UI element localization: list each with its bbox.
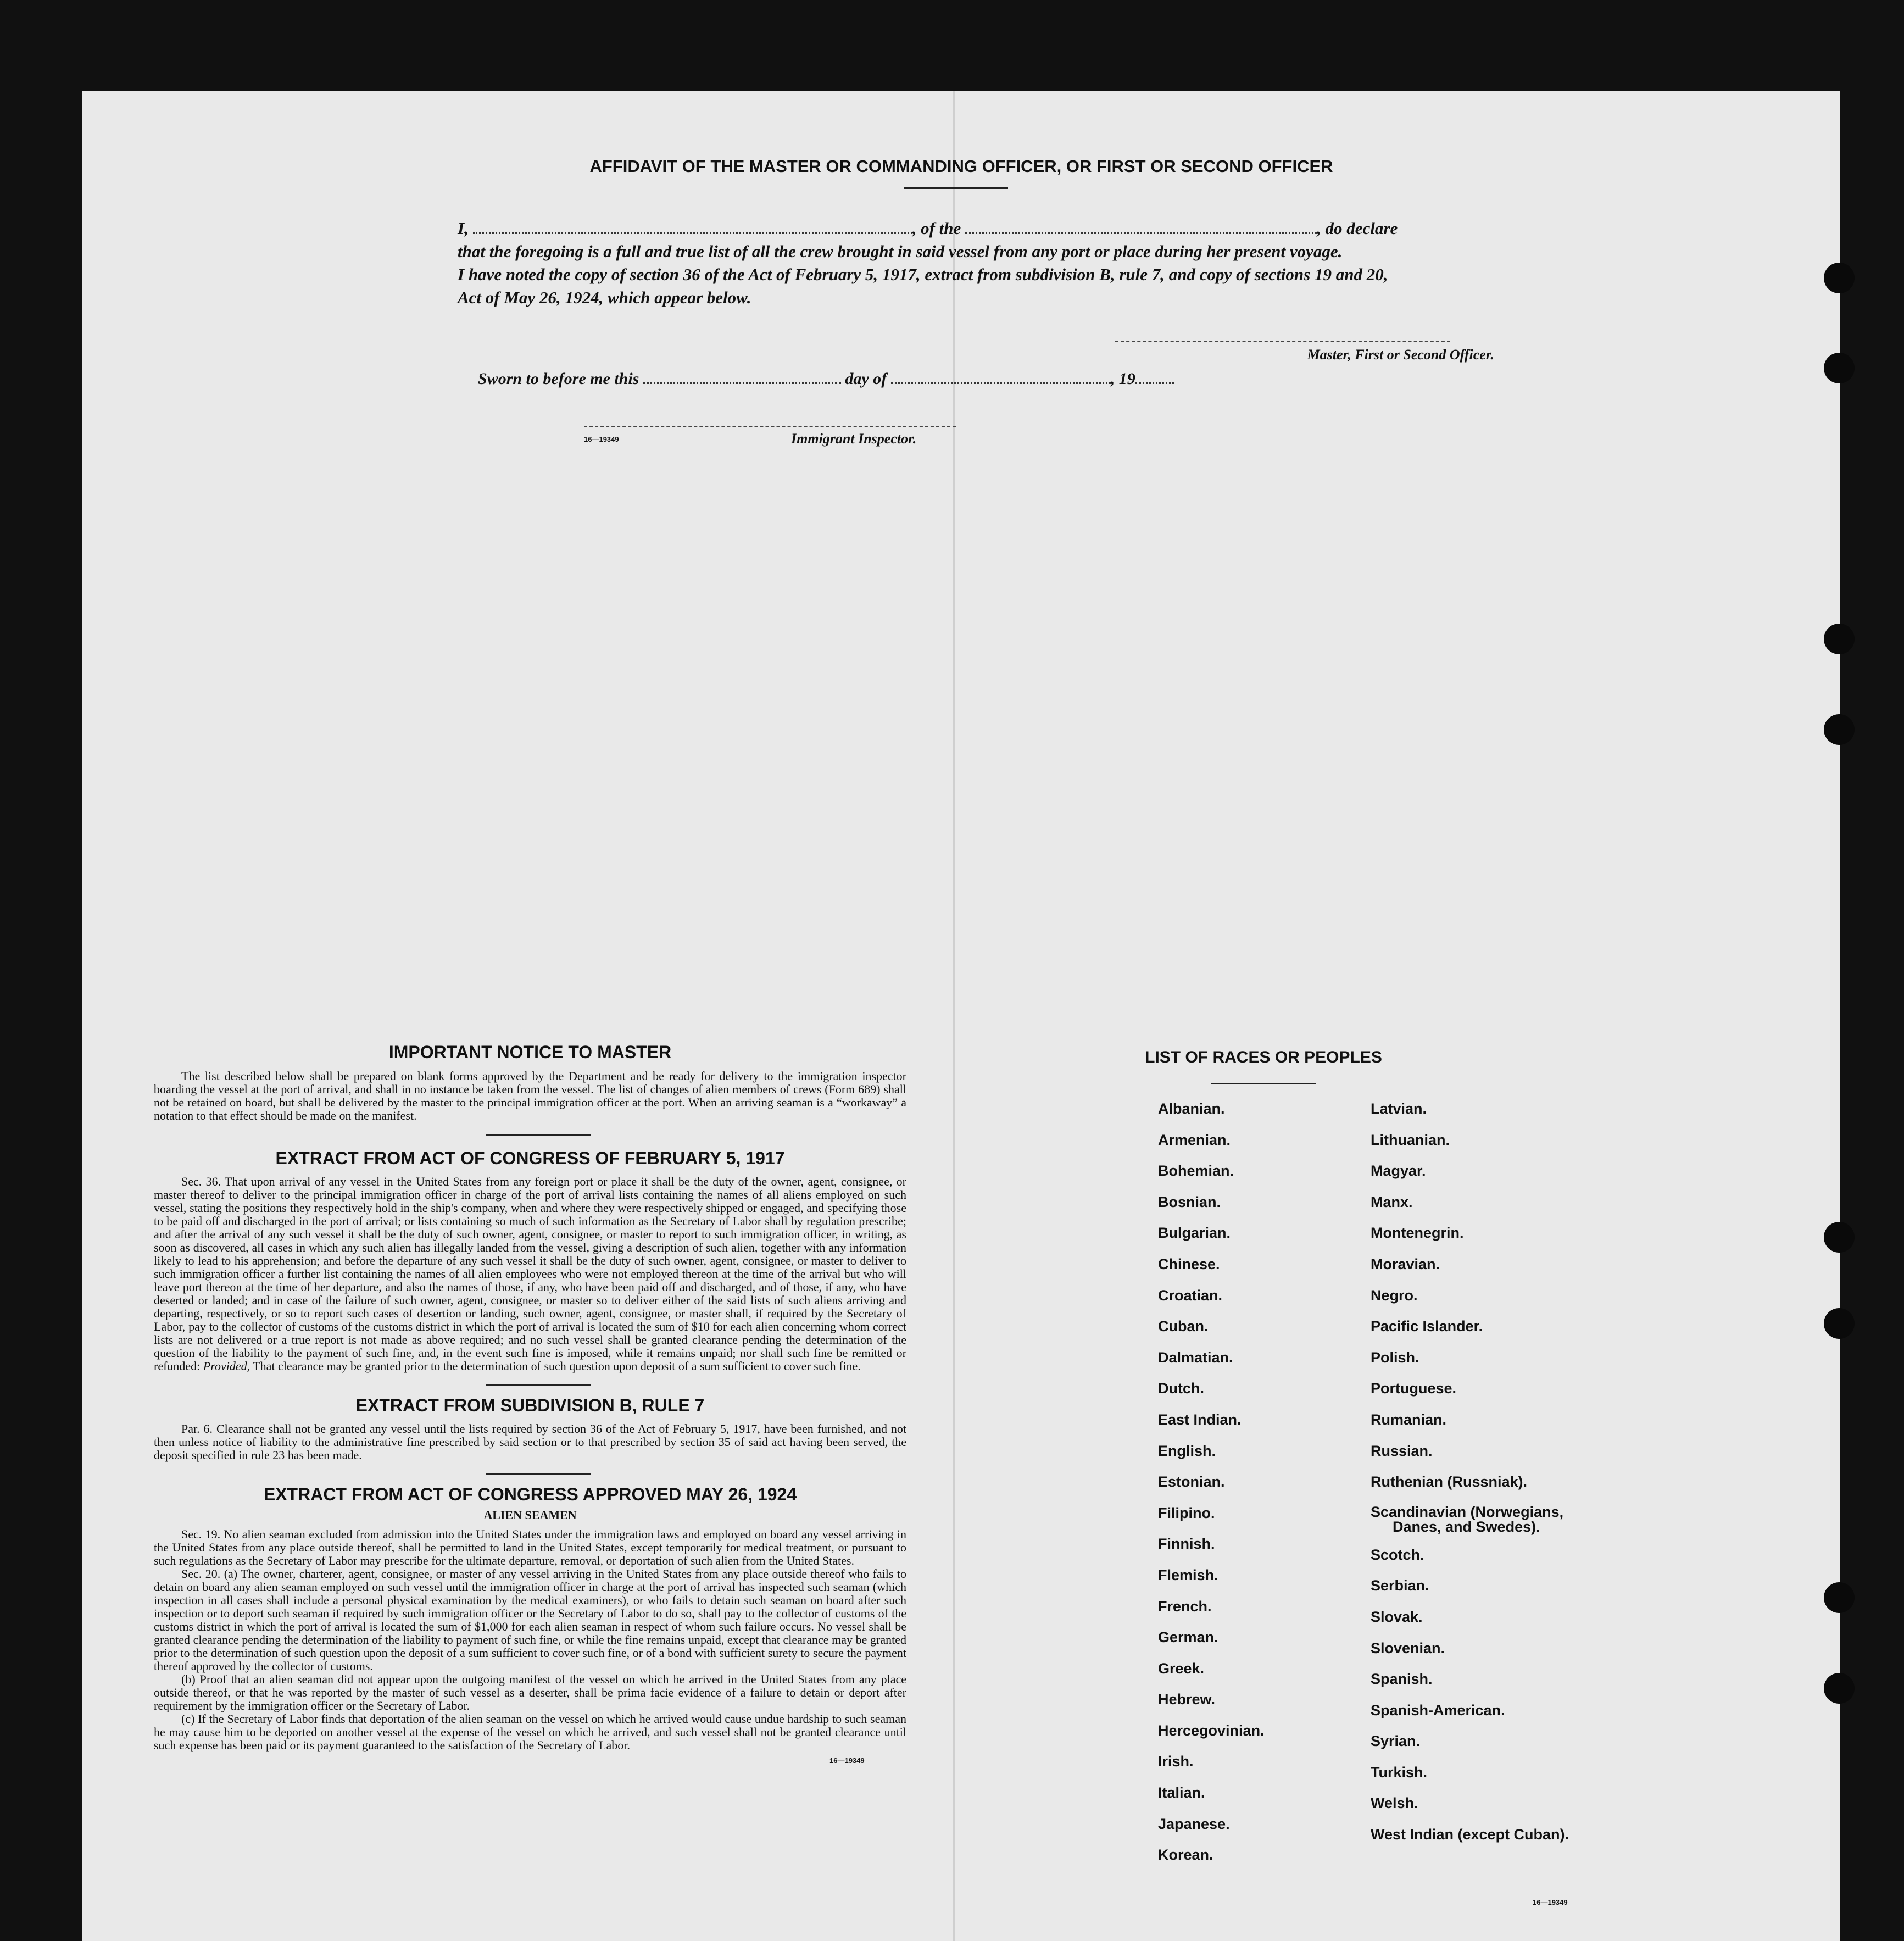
sec20b-text: (b) Proof that an alien seaman did not appear upon the outgoing manifest of the vessel on which he arrived in the United States from any place outside thereof, or that he was reported by the master of such vessel as a deserter, shall be prima facie evidence of a failure to detain or deport after requirement by the immigration officer or the Secretary of Labor. (154, 1672, 906, 1712)
races-title: LIST OF RACES OR PEOPLES (1145, 1048, 1382, 1066)
affidavit-title: AFFIDAVIT OF THE MASTER OR COMMANDING OFFICER, OR FIRST OR SECOND OFFICER (589, 157, 1333, 176)
race-item: Polish. (1371, 1349, 1419, 1366)
sworn-month-field[interactable] (891, 382, 1111, 384)
sworn-year-field[interactable] (1135, 382, 1174, 384)
race-item: Italian. (1158, 1784, 1205, 1801)
race-item: Slovak. (1371, 1608, 1423, 1625)
divider-1 (486, 1134, 591, 1136)
extract-1924-title: EXTRACT FROM ACT OF CONGRESS APPROVED MAY 26, 1924 (263, 1484, 797, 1504)
sec36-label: Sec. 36. (181, 1175, 221, 1188)
sec19-label: Sec. 19. (181, 1527, 221, 1541)
race-item: Hercegovinian. (1158, 1722, 1265, 1739)
declarant-do-declare: , do declare (1317, 219, 1398, 238)
race-item: Hebrew. (1158, 1691, 1216, 1708)
declarant-prefix: I, (458, 219, 469, 238)
inspector-caption: Immigrant Inspector. (791, 431, 917, 447)
race-item: Welsh. (1371, 1795, 1418, 1812)
master-signature-line[interactable] (1115, 341, 1450, 342)
race-item: German. (1158, 1629, 1218, 1646)
inspector-signature-line[interactable] (584, 426, 956, 427)
race-item: Estonian. (1158, 1473, 1225, 1490)
race-item: Irish. (1158, 1753, 1194, 1770)
extract-1917-body (154, 1175, 906, 1373)
race-item: Danes, and Swedes). (1393, 1518, 1540, 1535)
sworn-year-prefix: , 19 (1110, 370, 1135, 388)
declarant-of-the: , of the (912, 219, 961, 238)
notices-column (82, 1041, 906, 1765)
race-item: Spanish-American. (1371, 1701, 1505, 1718)
punch-hole (1824, 714, 1855, 745)
sec20a-text: (a) The owner, charterer, agent, consignee, or master of any vessel arriving in the United States from any place outside thereof who fails to detain on board any alien seaman employed on such vessel until the immigration officer in charge at the port of arrival has inspected such seaman (which inspection in all cases shall include a personal physical examination by the medical examiners), or who fails to detain such seaman on board after such inspection or to deport such seaman if required by such immigration officer or the Secretary of Labor to do so, shall pay to the collector of customs of the customs district in which the port of arrival is located the sum of $1,000 for each alien seaman in respect of whom such failure occurs. No vessel shall be granted clearance pending the determination of the liability to payment of such fine, or while the fine remains unpaid, except that clearance may be granted prior to the determination of such question upon the deposit of a sum sufficient to cover such fine, or of a bond with sufficient surety to secure the payment thereof approved by the collector of customs. (154, 1567, 907, 1673)
sworn-day-of: day of (845, 370, 887, 388)
race-item: Latvian. (1371, 1100, 1427, 1117)
race-item: Lithuanian. (1371, 1131, 1450, 1148)
affidavit-declaration (458, 217, 1562, 309)
race-item: Greek. (1158, 1660, 1205, 1677)
race-item: Bulgarian. (1158, 1225, 1231, 1242)
race-item: Japanese. (1158, 1815, 1230, 1832)
race-item: Scandinavian (Norwegians, (1371, 1503, 1564, 1520)
punch-hole (1824, 1673, 1855, 1704)
page-fold (953, 91, 955, 1941)
rule7-body (154, 1422, 906, 1462)
race-item: Spanish. (1371, 1671, 1433, 1688)
race-item: Manx. (1371, 1193, 1413, 1210)
sec36-text-end: That clearance may be granted prior to the determination of such question upon deposit of a sum sufficient to cover such fine. (253, 1359, 861, 1373)
declarant-name-field[interactable] (473, 232, 912, 234)
declaration-line-4: Act of May 26, 1924, which appear below. (458, 288, 751, 307)
race-item: Negro. (1371, 1287, 1418, 1304)
punch-hole (1824, 1308, 1855, 1339)
sec36-text: That upon arrival of any vessel in the United States from any foreign port or place it shall be the duty of the owner, agent, consignee, or master thereof to deliver to the principal immigration officer in charge of the port of arrival lists containing the names of all aliens employed on such vessel, stating the positions they respectively hold in the ship's company, when and where they were respectively shipped or engaged, and specifying those to be paid off and discharged in the port of arrival; or lists containing so much of such information as the Secretary of Labor shall by regulation prescribe; and after the arrival of any such vessel it shall be the duty of such owner, agent, consignee, or master to report to such immigration officer, in writing, as soon as discovered, all cases in which any such alien has illegally landed from the vessel, giving a description of such alien, together with any information likely to lead to his apprehension; and before the departure of any such vessel it shall be the duty of such owner, agent, consignee, or master to deliver to such immigration officer a further list containing the names of all alien employees who were not employed thereon at the time of the arrival but who will leave port thereon at the time of her departure, and also the names of those, if any, who have been paid off and discharged, and of those, if any, who have deserted or landed; and in case of the failure of such owner, agent, consignee, or master so to deliver either of the said lists of such aliens arriving and departing, respectively, or so to report such cases of desertion or landing, such owner, agent, consignee, or master shall, if required by the Secretary of Labor, pay to the collector of customs of the customs district in which the port of arrival is located the sum of $10 for each alien concerning whom correct lists are not delivered or a true report is not made as above required; and no such vessel shall be granted clearance pending the determination of the question of the liability to the payment of such fine, and, in the event such fine is imposed, while it remains unpaid; nor shall such fine be remitted or refunded: (154, 1175, 906, 1373)
master-signature-caption: Master, First or Second Officer. (1307, 347, 1494, 363)
race-item: Slovenian. (1371, 1639, 1445, 1656)
race-item: Scotch. (1371, 1546, 1424, 1563)
affidavit-form-number: 16—19349 (584, 435, 619, 443)
race-item: East Indian. (1158, 1411, 1242, 1428)
race-item: Cuban. (1158, 1318, 1209, 1335)
races-divider (1211, 1083, 1316, 1084)
race-item: Rumanian. (1371, 1411, 1447, 1428)
race-item: Serbian. (1371, 1577, 1429, 1594)
extract-1924-body (154, 1528, 906, 1752)
races-column-1 (1158, 1093, 1265, 1871)
race-item: Albanian. (1158, 1100, 1225, 1117)
race-item: English. (1158, 1442, 1216, 1459)
extracts-form-number: 16—19349 (829, 1756, 865, 1765)
declaration-line-3: I have noted the copy of section 36 of the Act of February 5, 1917, extract from subdivision B, rule 7, and copy of sections 19 and 20, (458, 265, 1388, 284)
punch-hole (1824, 353, 1855, 383)
sec20c-text: (c) If the Secretary of Labor finds that deportation of the alien seaman on the vessel on which he arrived would cause undue hardship to such seaman he may cause him to be deported on another vessel at the expense of the vessel on which he arrived, and such vessel shall not be granted clearance until such expense has been paid or its payment guaranteed to the satisfaction of the Secretary of Labor. (154, 1712, 906, 1752)
race-item: Montenegrin. (1371, 1225, 1464, 1242)
extract-1917-title: EXTRACT FROM ACT OF CONGRESS OF FEBRUARY 5, 1917 (275, 1148, 785, 1168)
notice-title: IMPORTANT NOTICE TO MASTER (388, 1042, 672, 1062)
race-item: Armenian. (1158, 1131, 1231, 1148)
rule7-text: Par. 6. Clearance shall not be granted any vessel until the lists required by section 36 of the Act of February 5, 1917, have been furnished, and not then unless notice of liability to the administrative fine prescribed by said section or to that prescribed by section 35 of said act having been served, the deposit specified in rule 23 has been made. (154, 1422, 906, 1462)
race-item: Pacific Islander. (1371, 1318, 1483, 1335)
title-divider (904, 187, 1008, 189)
race-item: Bosnian. (1158, 1193, 1221, 1210)
race-item: Korean. (1158, 1847, 1213, 1864)
race-item: Turkish. (1371, 1764, 1428, 1781)
punch-hole (1824, 263, 1855, 293)
vessel-name-field[interactable] (965, 232, 1317, 234)
race-item: West Indian (except Cuban). (1371, 1826, 1569, 1843)
race-item: French. (1158, 1598, 1212, 1615)
divider-2 (486, 1384, 591, 1386)
race-item: Filipino. (1158, 1504, 1215, 1521)
sworn-prefix: Sworn to before me this (478, 370, 639, 388)
race-item: Finnish. (1158, 1536, 1215, 1553)
divider-3 (486, 1473, 591, 1475)
punch-hole (1824, 624, 1855, 654)
declaration-line-2: that the foregoing is a full and true list of all the crew brought in said vessel from any port or place during her present voyage. (458, 242, 1343, 261)
race-item: Russian. (1371, 1442, 1433, 1459)
race-item: Dutch. (1158, 1380, 1204, 1397)
sec20-label: Sec. 20. (181, 1567, 221, 1581)
race-item: Ruthenian (Russniak). (1371, 1473, 1528, 1490)
sec19-text: No alien seaman excluded from admission into the United States under the immigration laws and employed on board any vessel arriving in the United States from any place outside thereof, shall be permitted to land in the United States, except temporarily for medical treatment, or pursuant to such regulations as the Secretary of Labor may prescribe for the ultimate departure, removal, or deportation of such alien from the United States. (154, 1527, 907, 1567)
sworn-line (478, 370, 1174, 388)
race-item: Chinese. (1158, 1255, 1220, 1272)
punch-hole (1824, 1582, 1855, 1613)
race-item: Magyar. (1371, 1163, 1426, 1180)
race-item: Flemish. (1158, 1566, 1218, 1583)
rule7-title: EXTRACT FROM SUBDIVISION B, RULE 7 (355, 1395, 705, 1415)
punch-hole (1824, 1222, 1855, 1253)
race-item: Dalmatian. (1158, 1349, 1233, 1366)
notice-text: The list described below shall be prepared on blank forms approved by the Department and be ready for delivery to the immigration inspector boarding the vessel at the port of arrival, and shall in no instance be taken from the vessel. The list of changes of alien members of crews (Form 689) shall not be retained on board, but shall be delivered by the master to the principal immigration officer at the port. When an arriving seaman is a “workaway” a notation to that effect should be made on the manifest. (154, 1069, 906, 1122)
races-column-2 (1371, 1093, 1569, 1850)
race-item: Portuguese. (1371, 1380, 1457, 1397)
provided-word: Provided, (203, 1359, 250, 1373)
race-item: Bohemian. (1158, 1163, 1234, 1180)
race-item: Croatian. (1158, 1287, 1223, 1304)
alien-seamen-subtitle: ALIEN SEAMEN (483, 1508, 577, 1522)
notice-body (154, 1070, 906, 1122)
sworn-day-field[interactable] (643, 382, 841, 384)
document-sheet (82, 91, 1840, 1941)
race-item: Moravian. (1371, 1255, 1440, 1272)
race-item: Syrian. (1371, 1733, 1421, 1750)
races-form-number: 16—19349 (1533, 1898, 1568, 1906)
